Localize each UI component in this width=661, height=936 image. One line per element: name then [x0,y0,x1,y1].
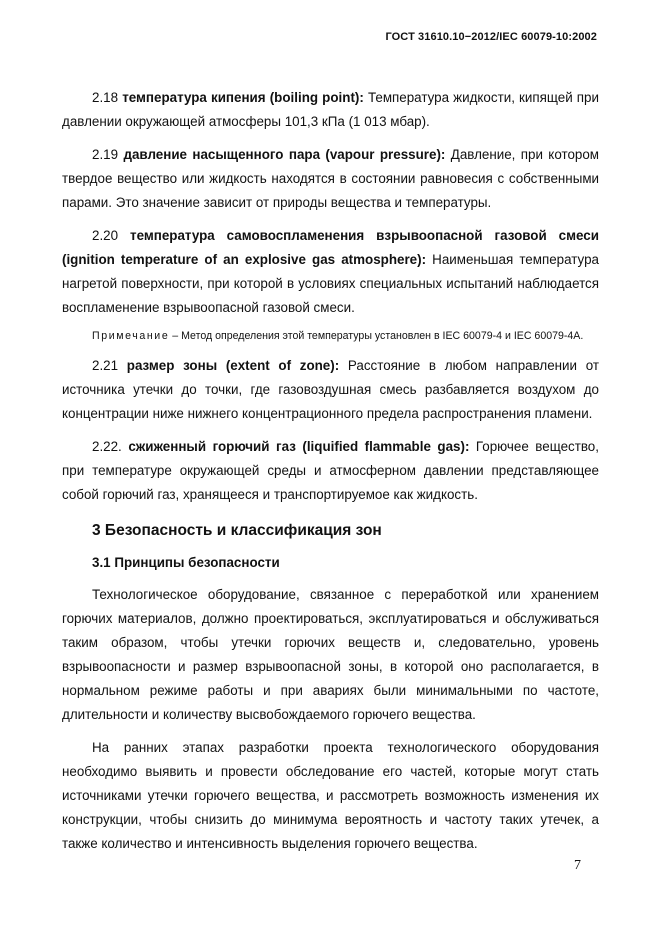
definition-term: температура кипения (boiling point): [122,90,364,105]
note [62,326,599,346]
definition-2-19 [62,143,599,215]
definition-term: сжиженный горючий газ (liquified flammable gas): [128,439,470,454]
definition-text: Давление, при котором твердое вещество или жидкость находятся в состоянии равновесия с собственными парами. Это значение зависит от природы вещества и температуры. [62,147,599,210]
subsection-heading: 3.1 Принципы безопасности [92,555,280,570]
definition-2-20 [62,224,599,320]
note-text: – Метод определения этой температуры установлен в IEC 60079-4 и IEC 60079-4A. [172,330,584,342]
section-heading: 3 Безопасность и классификация зон [92,522,382,539]
definition-text: Горючее вещество, при температуре окружающей среды и атмосферном давлении представляющее собой горючий газ, хранящееся и транспортируемое как жидкость. [62,439,599,502]
page-content [62,86,599,865]
definition-text: Температура жидкости, кипящей при давлении окружающей атмосферы 101,3 кПа (1 013 мбар). [62,90,599,129]
definition-text: Наименьшая температура нагретой поверхности, при которой в условиях специальных испытаний наблюдается воспламенение взрывоопасной газовой смеси. [62,252,599,315]
definition-number: 2.18 [92,90,119,105]
definition-2-22 [62,435,599,507]
definition-term: давление насыщенного пара (vapour pressure): [123,147,446,162]
body-paragraph: Технологическое оборудование, связанное с переработкой или хранением горючих материалов, должно проектироваться, эксплуатироваться и обслуживаться таким образом, чтобы утечки горючих веществ и, следовательно, уровень взрывоопасности и размер взрывоопасной зоны, в которой оно располагается, в нормальном режиме работы и при авариях были минимальными по частоте, длительности и количеству высвобождаемого горючего вещества. [62,587,599,722]
page-number: 7 [574,858,581,873]
definition-term: размер зоны (extent of zone): [126,358,340,373]
note-label: Примечание [92,330,170,342]
definition-number: 2.22. [92,439,122,454]
definition-term: температура самовоспламенения взрывоопасной газовой смеси (ignition temperature of an explosive gas atmosphere): [62,228,599,267]
definition-number: 2.19 [92,147,119,162]
definition-number: 2.21 [92,358,119,373]
definition-2-18 [62,86,599,134]
definition-text: Расстояние в любом направлении от источника утечки до точки, где газовоздушная смесь разбавляется воздухом до концентрации ниже нижнего концентрационного предела распространения пламени. [62,358,599,421]
document-header: ГОСТ 31610.10−2012/IEC 60079-10:2002 [385,31,597,43]
body-paragraph: На ранних этапах разработки проекта технологического оборудования необходимо выявить и провести обследование его частей, которые могут стать источниками утечки горючего вещества, и рассмотреть возможность изменения их конструкции, чтобы снизить до минимума вероятность и частоту таких утечек, а также количество и интенсивность выделения горючего вещества. [62,740,599,851]
definition-number: 2.20 [92,228,119,243]
definition-2-21 [62,354,599,426]
